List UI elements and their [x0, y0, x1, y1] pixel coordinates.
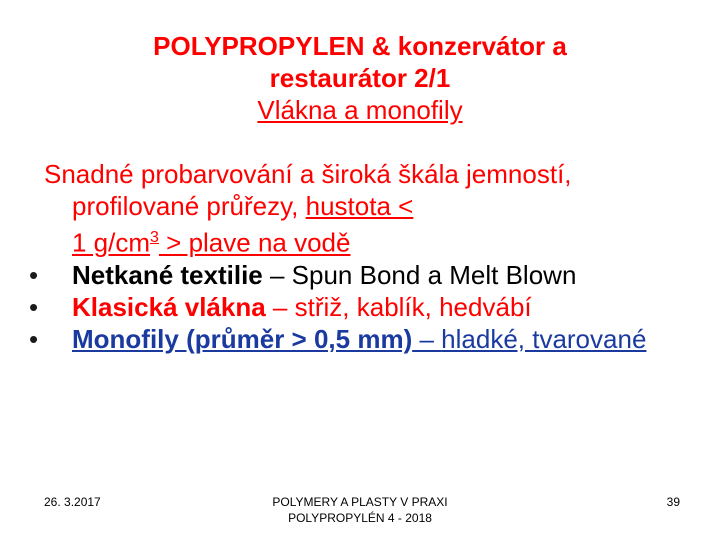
bullet-item-classic-fibres [29, 291, 694, 323]
title-line-2: restaurátor 2/1 [269, 63, 451, 93]
bullet-icon: • [29, 323, 39, 354]
bullet-dash: – [262, 259, 292, 290]
bullet-list [29, 259, 694, 355]
title-subtitle: Vlákna a monofily [257, 95, 463, 125]
bullet-dash: – [412, 323, 442, 354]
intro-density-c: > plave na vodě [158, 227, 351, 258]
footer-center-line-2: POLYPROPYLÉN 4 - 2018 [288, 511, 432, 525]
bullet-text: hladké, tvarované [441, 323, 647, 354]
bullet-dash: – [265, 291, 295, 322]
footer-center [230, 494, 490, 526]
bullet-icon: • [29, 259, 39, 290]
bullet-term: Monofily (průměr > 0,5 mm) [72, 323, 413, 354]
bullet-text: střiž, kablík, hedvábí [294, 291, 532, 322]
intro-superscript: 3 [150, 229, 159, 246]
footer-page-number: 39 [666, 495, 680, 509]
bullet-item-nonwovens [29, 259, 694, 291]
bullet-term: Netkané textilie [72, 259, 263, 290]
intro-paragraph [44, 158, 694, 259]
bullet-link[interactable] [72, 324, 646, 354]
bullet-icon: • [29, 291, 39, 322]
slide-body [29, 158, 694, 355]
intro-density-a: hustota < [305, 191, 414, 221]
title-line-1: POLYPROPYLEN & konzervátor a [153, 31, 567, 61]
footer-date: 26. 3.2017 [44, 495, 101, 509]
slide-title [60, 30, 660, 126]
intro-text: Snadné probarvování a široká škála jemností, profilované průřezy, [44, 159, 572, 221]
intro-density-b: 1 g/cm [72, 227, 151, 258]
footer-center-line-1: POLYMERY A PLASTY V PRAXI [272, 495, 448, 509]
bullet-text: Spun Bond a Melt Blown [291, 259, 577, 290]
bullet-term: Klasická vlákna [72, 291, 266, 322]
bullet-item-monofilaments [29, 323, 694, 355]
